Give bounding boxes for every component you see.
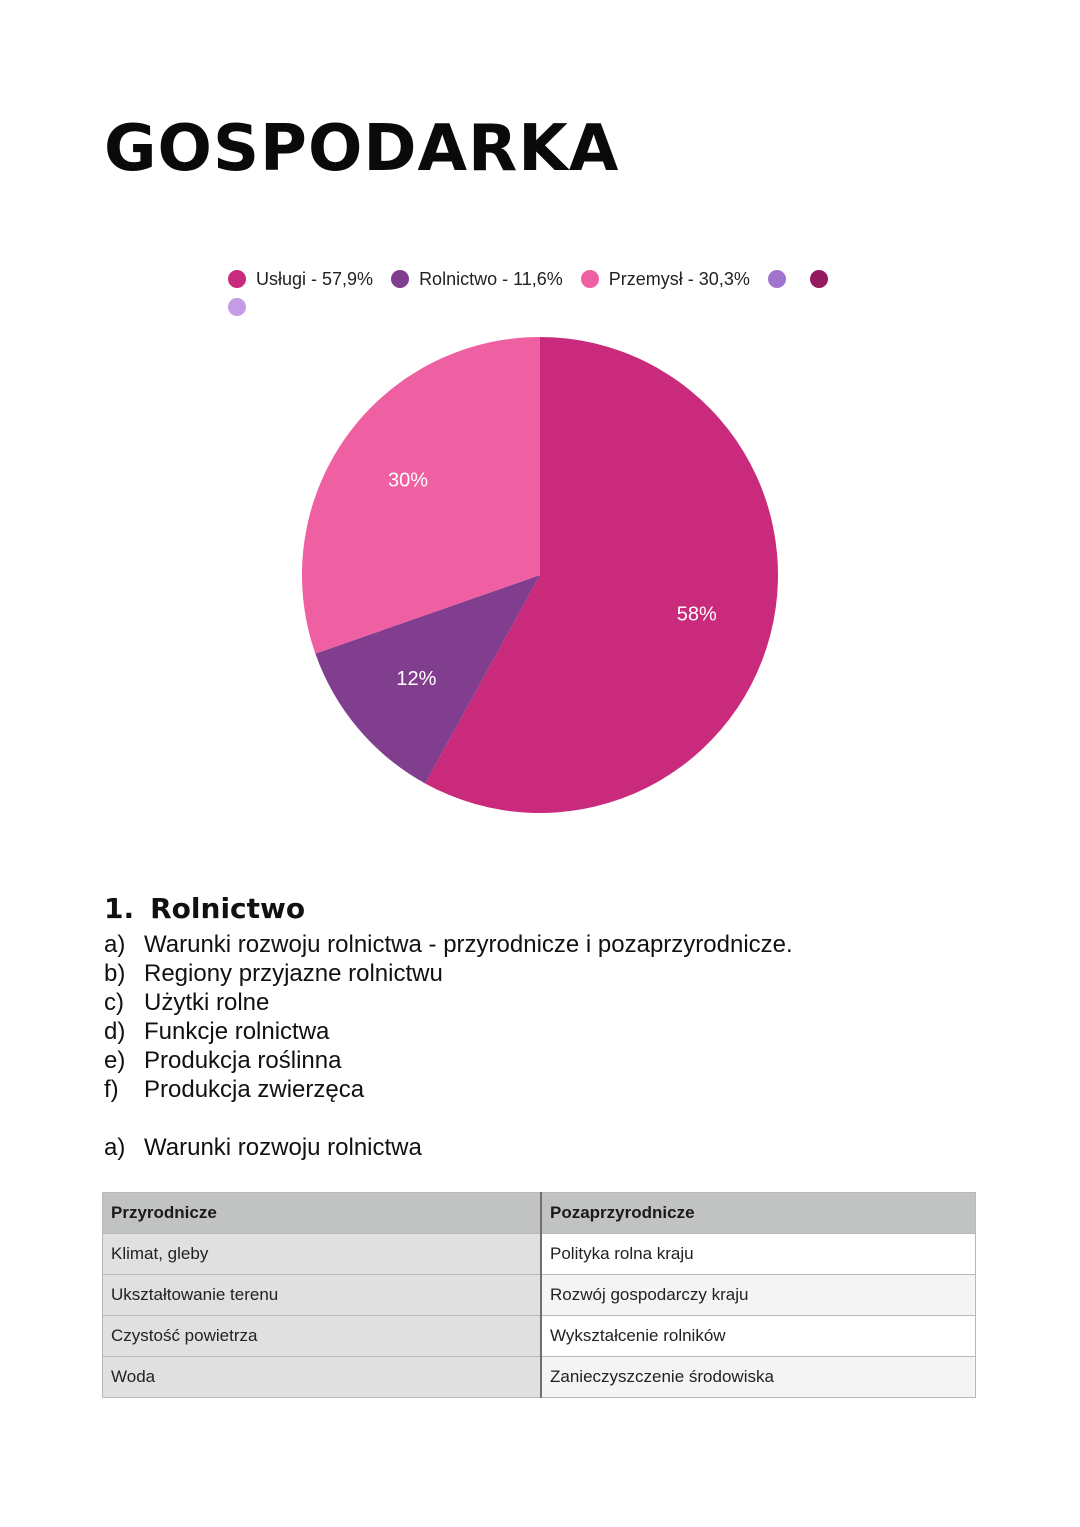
section-title: Rolnictwo bbox=[150, 892, 306, 925]
outline-item bbox=[104, 930, 793, 959]
table-row bbox=[103, 1275, 976, 1316]
pie-chart bbox=[290, 325, 790, 825]
subsection-heading bbox=[104, 1133, 422, 1162]
table-row bbox=[103, 1234, 976, 1275]
table-row bbox=[103, 1316, 976, 1357]
table-header-przyrodnicze: Przyrodnicze bbox=[103, 1193, 542, 1234]
outline-item bbox=[104, 1075, 793, 1104]
page-title: GOSPODARKA bbox=[104, 112, 620, 186]
table-cell: Czystość powietrza bbox=[103, 1316, 542, 1357]
table-header-pozaprzyrodnicze: Pozaprzyrodnicze bbox=[541, 1193, 976, 1234]
section-heading bbox=[104, 892, 305, 925]
pie-data-label: 30% bbox=[387, 469, 429, 492]
table-cell: Polityka rolna kraju bbox=[541, 1234, 976, 1275]
outline-marker: c) bbox=[104, 989, 124, 1016]
legend-item-przemysl bbox=[581, 268, 750, 290]
outline-text: Warunki rozwoju rolnictwa - przyrodnicze i pozaprzyrodnicze. bbox=[144, 931, 793, 958]
legend-swatch-unlabeled-2 bbox=[810, 270, 828, 288]
legend-swatch-uslugi bbox=[228, 270, 246, 288]
outline-text: Produkcja roślinna bbox=[144, 1047, 342, 1074]
outline-marker: e) bbox=[104, 1047, 126, 1074]
chart-legend bbox=[228, 268, 868, 318]
topic-outline bbox=[104, 930, 793, 1104]
table-cell: Klimat, gleby bbox=[103, 1234, 542, 1275]
pie-data-label: 58% bbox=[676, 603, 717, 626]
outline-marker: b) bbox=[104, 960, 126, 987]
legend-item-unlabeled-1 bbox=[768, 268, 786, 290]
legend-item-uslugi bbox=[228, 268, 373, 290]
section-number: 1. bbox=[104, 892, 135, 925]
outline-marker: f) bbox=[104, 1076, 119, 1103]
table-row bbox=[103, 1357, 976, 1398]
table-cell: Zanieczyszczenie środowiska bbox=[541, 1357, 976, 1398]
table-cell: Ukształtowanie terenu bbox=[103, 1275, 542, 1316]
outline-text: Funkcje rolnictwa bbox=[144, 1018, 330, 1045]
subsection-title: Warunki rozwoju rolnictwa bbox=[144, 1134, 422, 1161]
outline-item bbox=[104, 1017, 793, 1046]
outline-item bbox=[104, 988, 793, 1017]
table-cell: Wykształcenie rolników bbox=[541, 1316, 976, 1357]
conditions-table bbox=[102, 1192, 976, 1398]
table-header-row bbox=[103, 1193, 976, 1234]
outline-marker: d) bbox=[104, 1018, 126, 1045]
outline-text: Produkcja zwierzęca bbox=[144, 1076, 365, 1103]
legend-swatch-przemysl bbox=[581, 270, 599, 288]
subsection-marker: a) bbox=[104, 1134, 126, 1161]
outline-marker: a) bbox=[104, 931, 126, 958]
legend-label-uslugi: Usługi - 57,9% bbox=[256, 268, 374, 289]
outline-text: Regiony przyjazne rolnictwu bbox=[144, 960, 443, 987]
legend-swatch-unlabeled-3 bbox=[228, 298, 246, 316]
legend-label-rolnictwo: Rolnictwo - 11,6% bbox=[419, 268, 563, 289]
legend-swatch-rolnictwo bbox=[391, 270, 409, 288]
legend-label-przemysl: Przemysł - 30,3% bbox=[608, 268, 750, 289]
table-cell: Rozwój gospodarczy kraju bbox=[541, 1275, 976, 1316]
table-cell: Woda bbox=[103, 1357, 542, 1398]
legend-item-unlabeled-2 bbox=[810, 268, 828, 290]
legend-swatch-unlabeled-1 bbox=[768, 270, 786, 288]
pie-data-label: 12% bbox=[396, 667, 437, 690]
legend-item-unlabeled-3 bbox=[228, 296, 246, 318]
outline-text: Użytki rolne bbox=[144, 989, 270, 1016]
outline-item bbox=[104, 959, 793, 988]
outline-item bbox=[104, 1046, 793, 1075]
legend-item-rolnictwo bbox=[391, 268, 563, 290]
